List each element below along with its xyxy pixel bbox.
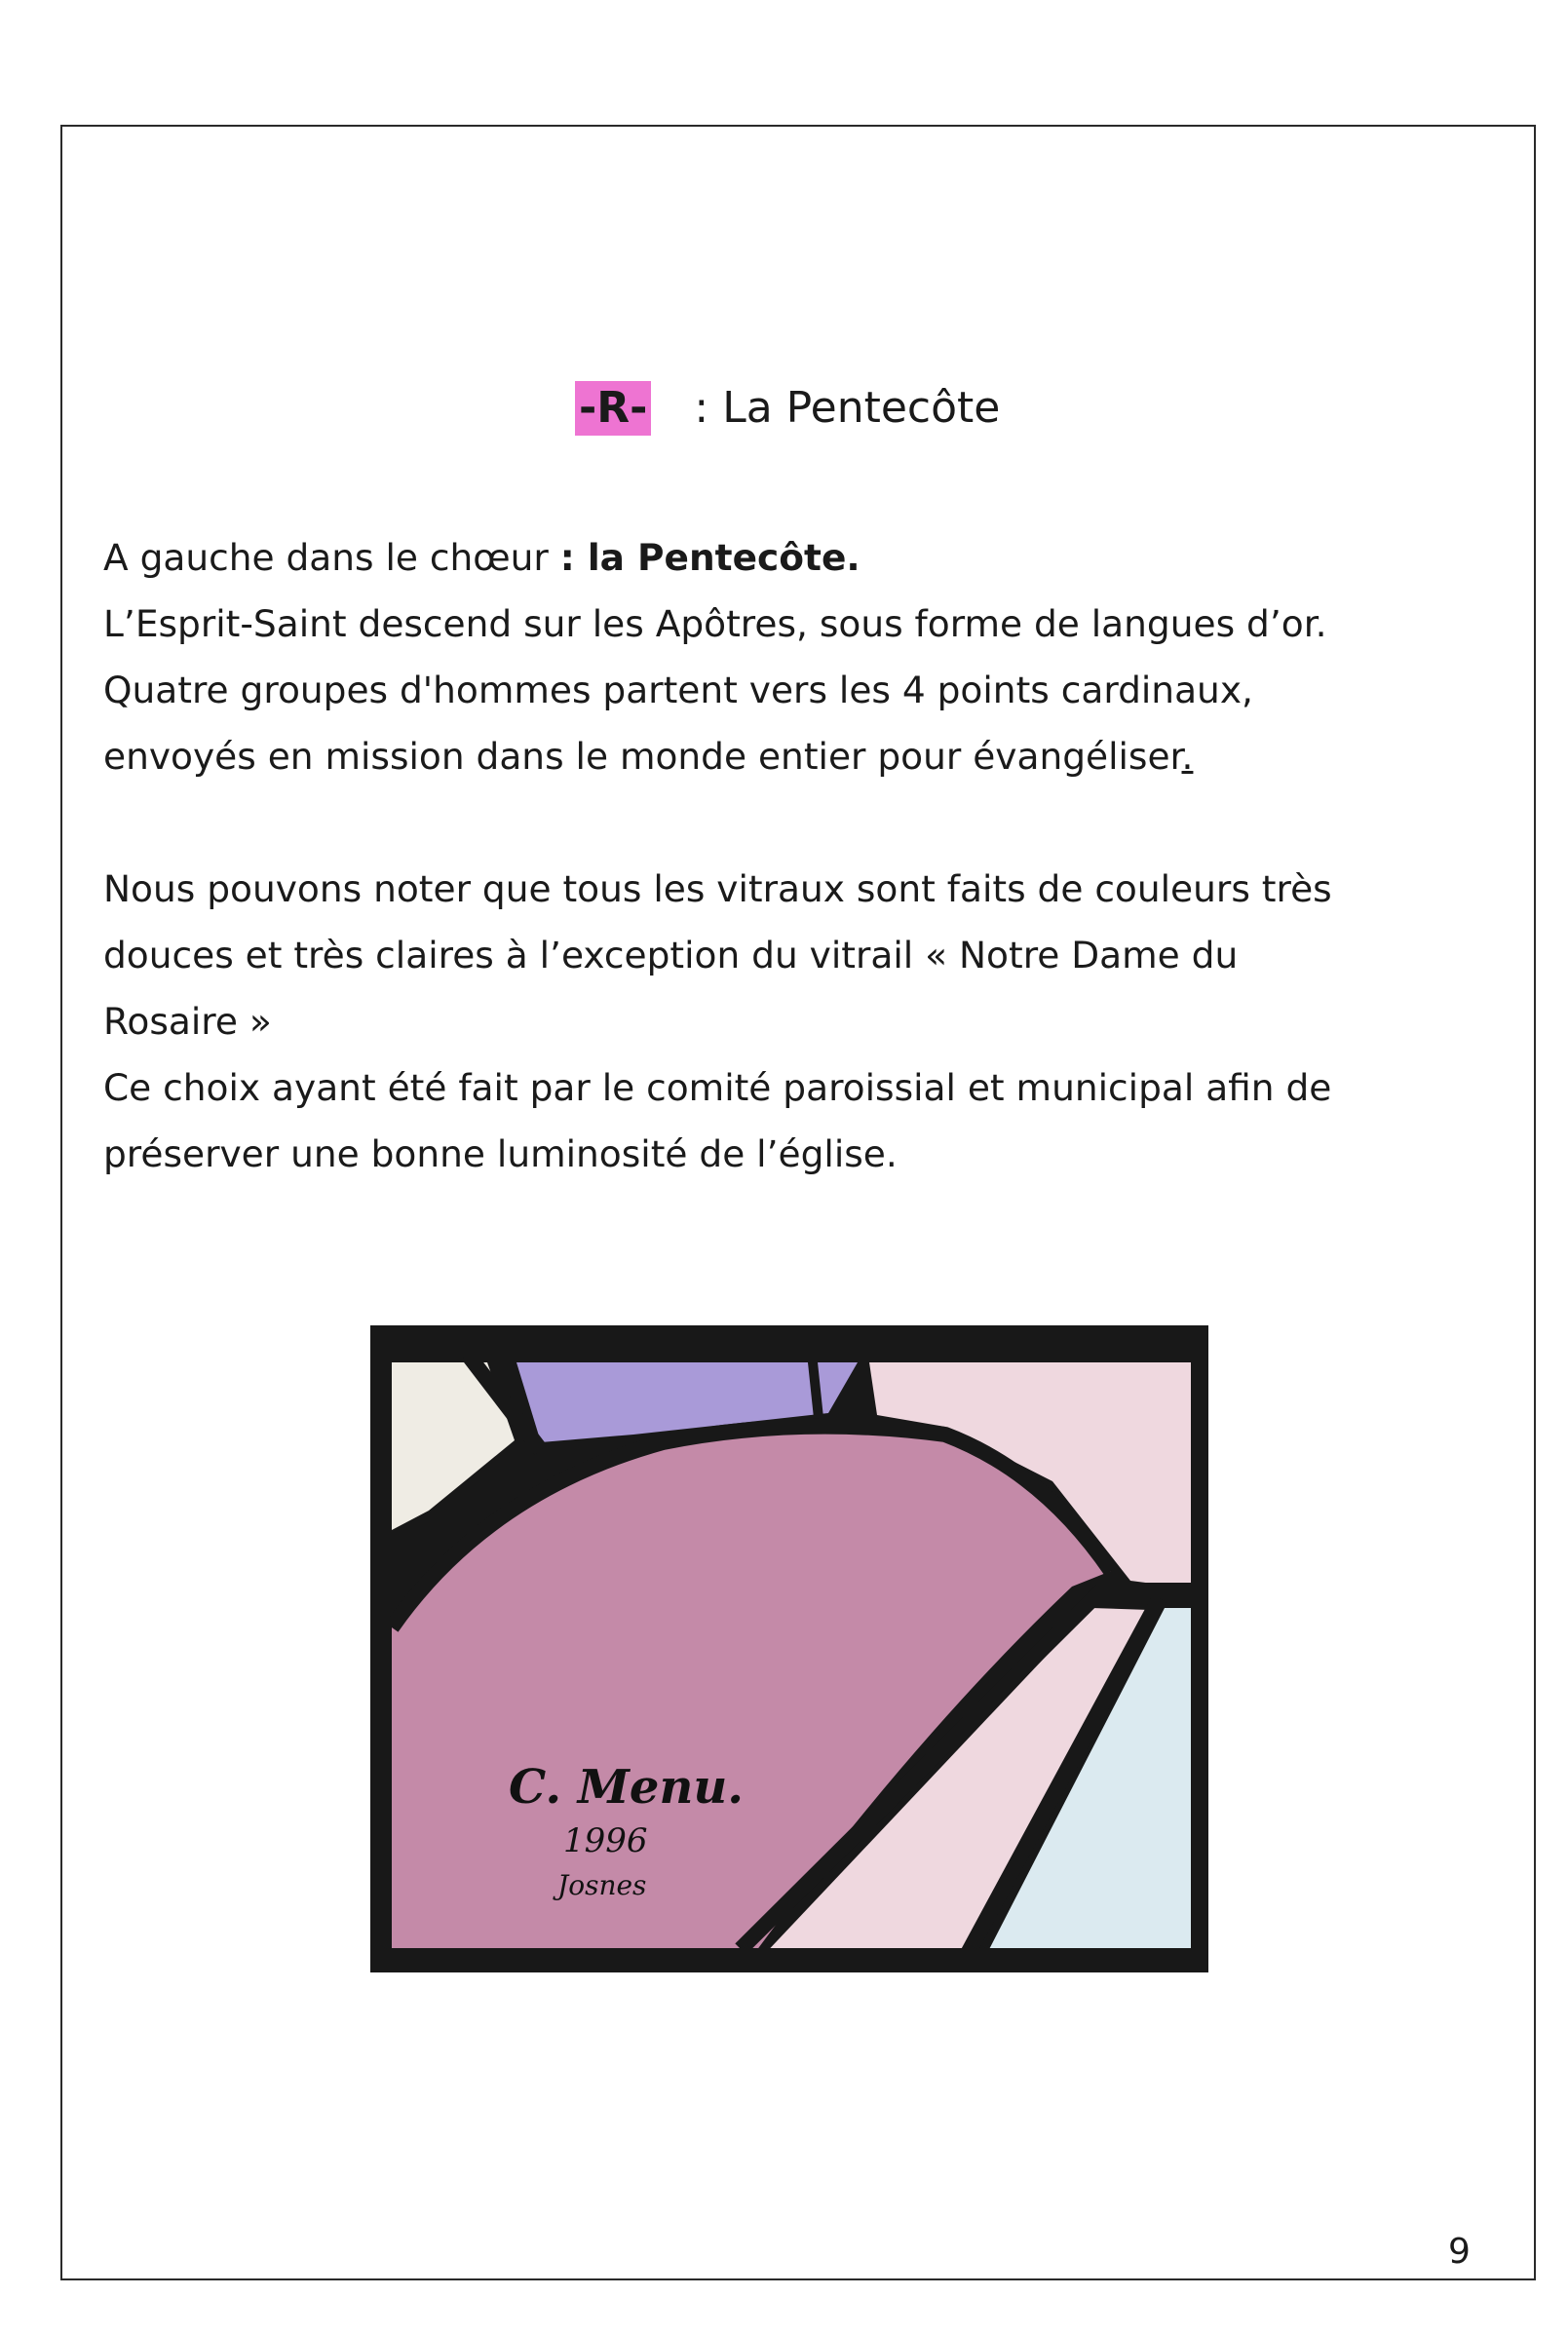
paragraph-line: L’Esprit-Saint descend sur les Apôtres, sous forme de langues d’or. [103, 602, 1327, 645]
line-text: A gauche dans le chœur [103, 536, 560, 579]
paragraph-colors [103, 856, 1468, 1187]
paragraph-pentecote [103, 524, 1468, 789]
section-heading [575, 378, 1000, 439]
section-title: : La Pentecôte [694, 382, 1001, 433]
paragraph-line: Ce choix ayant été fait par le comité paroissial et municipal afin de [103, 1066, 1332, 1109]
paragraph-line [103, 524, 1468, 591]
line-text: envoyés en mission dans le monde entier pour évangéliser [103, 735, 1182, 778]
stained-glass-photo [370, 1325, 1208, 1972]
stained-glass-drawing [370, 1325, 1208, 1972]
paragraph-line: douces et très claires à l’exception du vitrail « Notre Dame du [103, 934, 1239, 976]
signature-year: 1996 [563, 1821, 648, 1860]
underlined-period: . [1181, 735, 1194, 778]
bold-text: : la Pentecôte. [559, 536, 860, 579]
paragraph-line [103, 723, 1468, 789]
signature-place: Josnes [557, 1869, 647, 1901]
signature-name: C. Menu. [509, 1760, 744, 1815]
paragraph-line: Rosaire » [103, 1000, 272, 1043]
paragraph-line: Nous pouvons noter que tous les vitraux sont faits de couleurs très [103, 867, 1332, 910]
paragraph-line: Quatre groupes d'hommes partent vers les 4 points cardinaux, [103, 669, 1253, 711]
section-marker: -R- [575, 381, 651, 436]
paragraph-line: préserver une bonne luminosité de l’église. [103, 1132, 898, 1175]
page-number: 9 [1448, 2232, 1471, 2272]
